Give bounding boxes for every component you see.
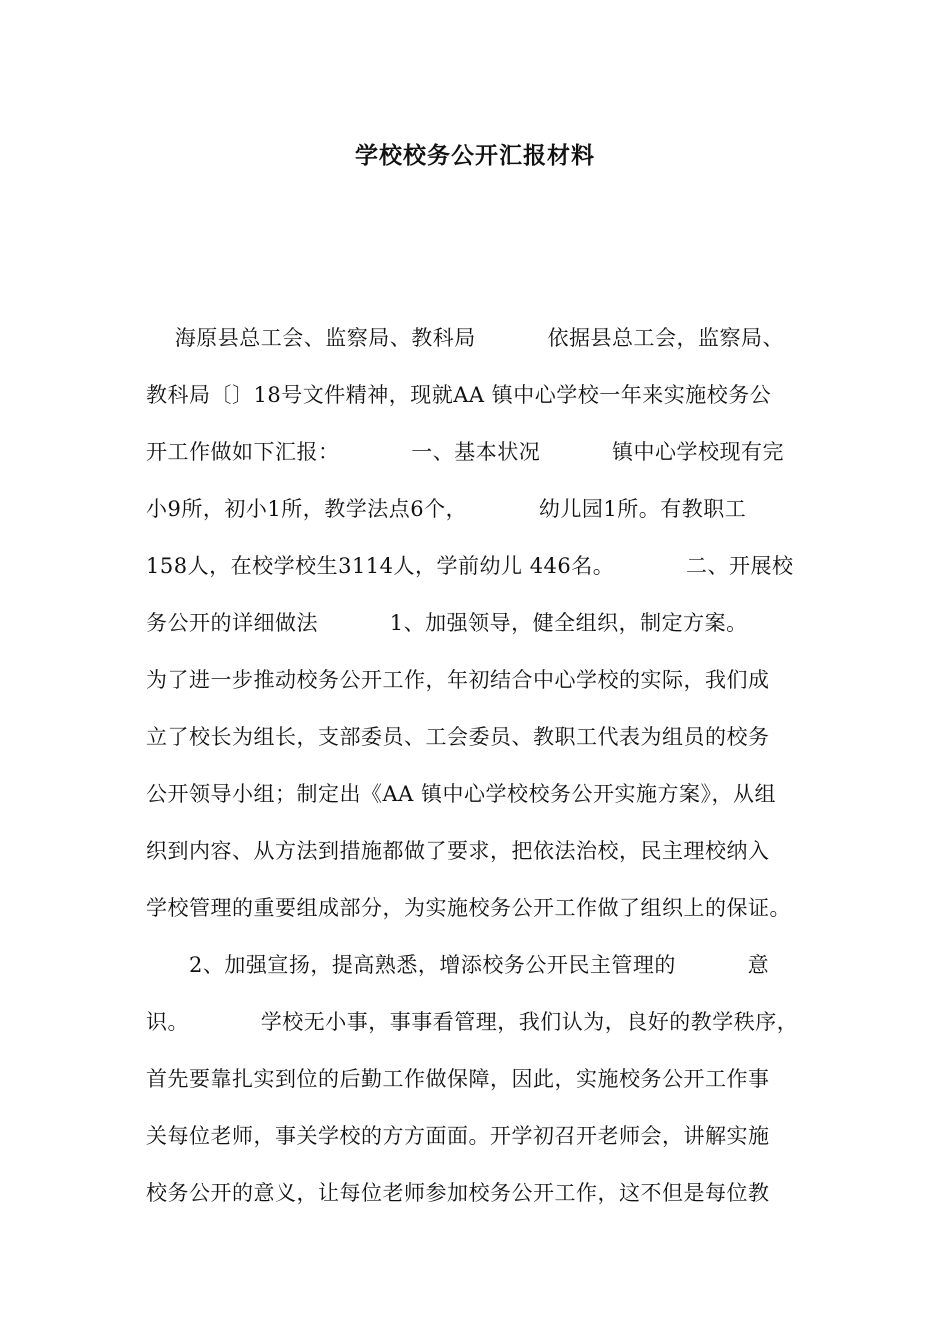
body-line: 为了进一步推动校务公开工作，年初结合中心学校的实际，我们成 (146, 668, 770, 692)
body-line: 教科局〔〕18号文件精神，现就AA 镇中心学校一年来实施校务公 (146, 383, 772, 407)
body-line: 学校管理的重要组成部分，为实施校务公开工作做了组织上的保证。 (146, 896, 791, 920)
body-line: 小9所，初小1所，教学法点6个， 幼儿园1所。有教职工 (146, 497, 747, 521)
body-line: 关每位老师，事关学校的方方面面。开学初召开老师会，讲解实施 (146, 1124, 770, 1148)
body-line: 织到内容、从方法到措施都做了要求，把依法治校，民主理校纳入 (146, 839, 770, 863)
body-line: 158人，在校学校生3114人，学前幼儿 446名。 二、开展校 (146, 554, 794, 578)
document-body (146, 318, 826, 1230)
body-line: 首先要靠扎实到位的后勤工作做保障，因此，实施校务公开工作事 (146, 1067, 770, 1091)
body-line: 立了校长为组长，支部委员、工会委员、教职工代表为组员的校务 (146, 725, 770, 749)
body-line: 海原县总工会、监察局、教科局 依据县总工会，监察局、 (146, 326, 784, 350)
body-line: 校务公开的意义，让每位老师参加校务公开工作，这不但是每位教 (146, 1181, 770, 1205)
body-line: 2、加强宣扬，提高熟悉，增添校务公开民主管理的 意 (146, 953, 770, 977)
document-title: 学校校务公开汇报材料 (355, 142, 595, 169)
body-line: 公开领导小组；制定出《AA 镇中心学校校务公开实施方案》，从组 (146, 782, 777, 806)
body-line: 开工作做如下汇报： 一、基本状况 镇中心学校现有完 (146, 440, 785, 464)
body-line: 识。 学校无小事，事事看管理，我们认为，良好的教学秩序， (146, 1010, 799, 1034)
body-line: 务公开的详细做法 1、加强领导，健全组织，制定方案。 (146, 611, 748, 635)
